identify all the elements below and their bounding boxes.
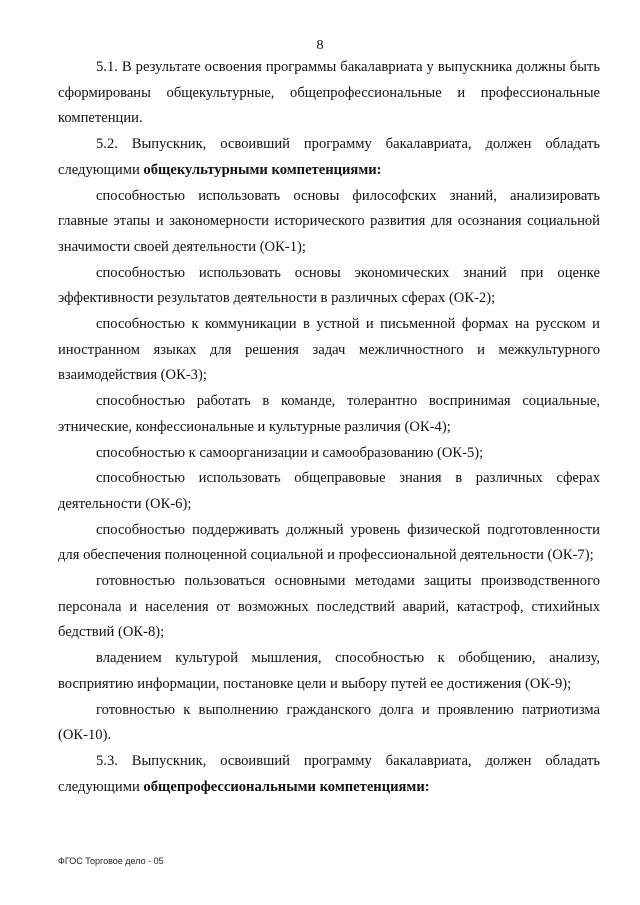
competency-ok-2: способностью использовать основы экономических знаний при оценке эффективности результатов деятельности в различных сферах (ОК-2); — [58, 264, 600, 307]
paragraph-5-2-intro: 5.2. Выпускник, освоивший программу бакалавриата, должен обладать следующими — [58, 136, 600, 178]
paragraph-5-1: 5.1. В результате освоения программы бакалавриата у выпускника должны быть сформированы общекультурные, общепрофессиональные и профессиональные компетенции. — [58, 59, 600, 127]
paragraph-5-3 — [58, 749, 600, 800]
competency-ok-7: способностью поддерживать должный уровень физической подготовленности для обеспечения полноценной социальной и профессиональной деятельности (ОК-7); — [58, 521, 600, 564]
paragraph-5-2 — [58, 132, 600, 183]
paragraph-5-3-intro: 5.3. Выпускник, освоивший программу бакалавриата, должен обладать следующими — [58, 752, 600, 795]
document-footer: ФГОС Торговое дело - 05 — [58, 856, 164, 866]
competency-ok-8: готовностью пользоваться основными методами защиты производственного персонала и населения от возможных последствий аварий, катастроф, стихийных бедствий (ОК-8); — [58, 573, 600, 641]
competency-ok-3: способностью к коммуникации в устной и письменной формах на русском и иностранном языках для решения задач межличностного и межкультурного взаимодействия (ОК-3); — [58, 316, 600, 384]
competency-ok-5: способностью к самоорганизации и самообразованию (ОК-5); — [96, 444, 484, 461]
competency-ok-10: готовностью к выполнению гражданского долга и проявлению патриотизма (ОК-10). — [58, 701, 600, 744]
general-professional-competencies-heading: общепрофессиональными компетенциями: — [143, 778, 430, 795]
document-body — [58, 55, 600, 800]
general-cultural-competencies-heading: общекультурными компетенциями: — [143, 161, 382, 178]
competency-ok-1: способностью использовать основы философских знаний, анализировать главные этапы и закономерности исторического развития для осознания социальной значимости своей деятельности (ОК-1); — [58, 187, 600, 255]
competency-ok-6: способностью использовать общеправовые знания в различных сферах деятельности (ОК-6); — [58, 470, 600, 512]
page-number: 8 — [316, 38, 324, 53]
competency-ok-4: способностью работать в команде, толерантно воспринимая социальные, этнические, конфессиональные и культурные различия (ОК-4); — [58, 393, 600, 435]
competency-ok-9: владением культурой мышления, способностью к обобщению, анализу, восприятию информации, постановке цели и выбору путей ее достижения (ОК-9); — [58, 650, 600, 692]
